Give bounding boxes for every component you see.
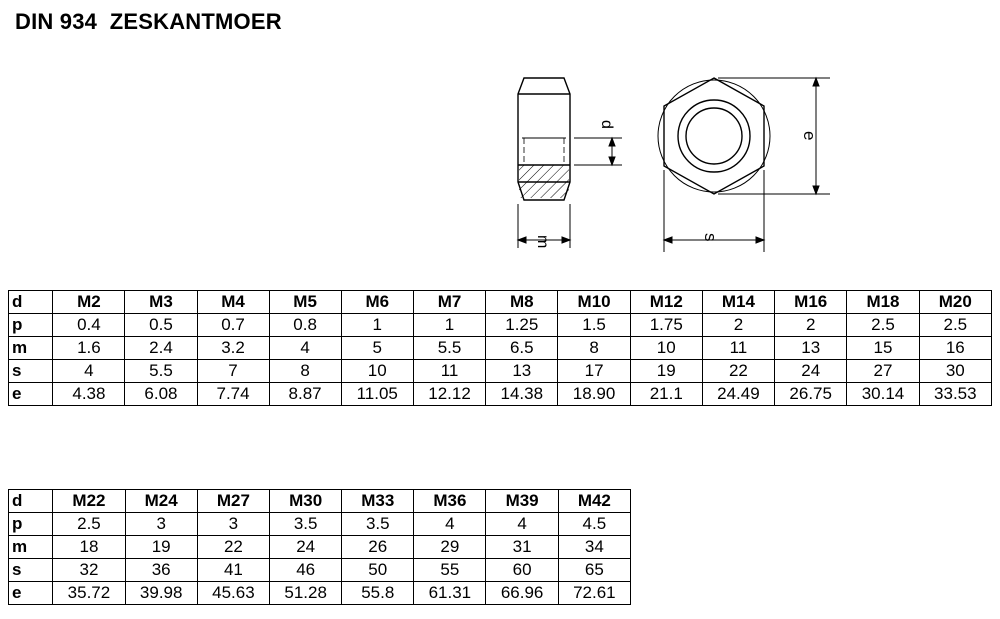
- table-cell: M2: [53, 291, 125, 314]
- table-cell: 8: [558, 337, 630, 360]
- nut-top-view: [658, 78, 770, 194]
- table-cell: 0.7: [197, 314, 269, 337]
- table-cell: 6.5: [486, 337, 558, 360]
- table-row: [9, 490, 631, 513]
- table-cell: 30: [919, 360, 991, 383]
- table-cell: 2.5: [919, 314, 991, 337]
- table-cell: 1.6: [53, 337, 125, 360]
- table-cell: 6.08: [125, 383, 197, 406]
- table-cell: 7.74: [197, 383, 269, 406]
- table-cell: M6: [341, 291, 413, 314]
- table-cell: 36: [125, 559, 197, 582]
- table-cell: 2.4: [125, 337, 197, 360]
- table-cell: 0.5: [125, 314, 197, 337]
- table-cell: 21.1: [630, 383, 702, 406]
- table-cell: 1.75: [630, 314, 702, 337]
- label-e: e: [800, 131, 819, 141]
- table-cell: 1: [413, 314, 485, 337]
- row-header: s: [9, 559, 53, 582]
- table-cell: 34: [558, 536, 630, 559]
- table-cell: 22: [702, 360, 774, 383]
- table-cell: 55: [414, 559, 486, 582]
- label-s: s: [701, 233, 720, 242]
- dimension-table-m2-m20: [8, 290, 992, 406]
- table-cell: M33: [342, 490, 414, 513]
- table-cell: M22: [53, 490, 125, 513]
- table-cell: M42: [558, 490, 630, 513]
- row-header: e: [9, 383, 53, 406]
- row-header: m: [9, 337, 53, 360]
- table-cell: 26: [342, 536, 414, 559]
- table-row: [9, 360, 992, 383]
- table-cell: M10: [558, 291, 630, 314]
- table-cell: M39: [486, 490, 558, 513]
- table-cell: 0.4: [53, 314, 125, 337]
- table-row: [9, 383, 992, 406]
- table-cell: 3: [197, 513, 269, 536]
- table-cell: 18.90: [558, 383, 630, 406]
- table-cell: 4: [269, 337, 341, 360]
- table-cell: M18: [847, 291, 919, 314]
- table-cell: 4.38: [53, 383, 125, 406]
- table-cell: M4: [197, 291, 269, 314]
- table-cell: 13: [775, 337, 847, 360]
- table-cell: 55.8: [342, 582, 414, 605]
- table-row: [9, 559, 631, 582]
- table-cell: 2.5: [847, 314, 919, 337]
- table-cell: 1: [341, 314, 413, 337]
- table-cell: 4: [53, 360, 125, 383]
- table-cell: 5.5: [413, 337, 485, 360]
- table-cell: 11: [702, 337, 774, 360]
- label-m: m: [534, 235, 551, 249]
- table-cell: 16: [919, 337, 991, 360]
- table-cell: 60: [486, 559, 558, 582]
- table-cell: 31: [486, 536, 558, 559]
- dimension-table-m22-m42: [8, 489, 631, 605]
- table-cell: 2.5: [53, 513, 125, 536]
- table-cell: 39.98: [125, 582, 197, 605]
- table-cell: 72.61: [558, 582, 630, 605]
- table-cell: 24: [775, 360, 847, 383]
- table-cell: 13: [486, 360, 558, 383]
- table-row: [9, 291, 992, 314]
- dimension-d: [574, 138, 622, 165]
- row-header: m: [9, 536, 53, 559]
- table-cell: M27: [197, 490, 269, 513]
- table-cell: 4: [414, 513, 486, 536]
- row-header: p: [9, 513, 53, 536]
- table-cell: 51.28: [270, 582, 342, 605]
- table-cell: 8.87: [269, 383, 341, 406]
- table-cell: 10: [341, 360, 413, 383]
- table-cell: M36: [414, 490, 486, 513]
- table-cell: 10: [630, 337, 702, 360]
- table-cell: 0.8: [269, 314, 341, 337]
- row-header: d: [9, 291, 53, 314]
- table-cell: 7: [197, 360, 269, 383]
- nut-side-view: [518, 78, 570, 200]
- table-cell: M20: [919, 291, 991, 314]
- table-cell: 5.5: [125, 360, 197, 383]
- label-d: d: [598, 120, 615, 129]
- table-cell: 3: [125, 513, 197, 536]
- table-cell: 3.5: [342, 513, 414, 536]
- table-cell: 17: [558, 360, 630, 383]
- table-cell: 24.49: [702, 383, 774, 406]
- table-cell: 15: [847, 337, 919, 360]
- table-row: [9, 536, 631, 559]
- table-cell: 61.31: [414, 582, 486, 605]
- table-cell: 19: [630, 360, 702, 383]
- table-cell: M7: [413, 291, 485, 314]
- row-header: d: [9, 490, 53, 513]
- table-row: [9, 337, 992, 360]
- table-cell: 4.5: [558, 513, 630, 536]
- table-cell: M5: [269, 291, 341, 314]
- table-cell: 14.38: [486, 383, 558, 406]
- table-cell: 32: [53, 559, 125, 582]
- table-row: [9, 513, 631, 536]
- page-title: DIN 934 ZESKANTMOER: [15, 9, 282, 34]
- table-cell: M14: [702, 291, 774, 314]
- table-cell: 45.63: [197, 582, 269, 605]
- table-cell: 11.05: [341, 383, 413, 406]
- table-cell: 12.12: [413, 383, 485, 406]
- table-cell: 22: [197, 536, 269, 559]
- table-cell: M3: [125, 291, 197, 314]
- table-cell: 65: [558, 559, 630, 582]
- table-cell: 2: [702, 314, 774, 337]
- row-header: e: [9, 582, 53, 605]
- table-cell: 11: [413, 360, 485, 383]
- table-cell: 5: [341, 337, 413, 360]
- table-cell: 1.25: [486, 314, 558, 337]
- table-cell: 1.5: [558, 314, 630, 337]
- table-cell: M8: [486, 291, 558, 314]
- table-cell: 35.72: [53, 582, 125, 605]
- table-cell: 41: [197, 559, 269, 582]
- table-cell: 4: [486, 513, 558, 536]
- table-cell: 8: [269, 360, 341, 383]
- table-cell: 3.5: [270, 513, 342, 536]
- table-cell: M16: [775, 291, 847, 314]
- table-row: [9, 582, 631, 605]
- table-cell: 29: [414, 536, 486, 559]
- table-cell: 3.2: [197, 337, 269, 360]
- table-cell: 24: [270, 536, 342, 559]
- table-cell: 27: [847, 360, 919, 383]
- table-cell: M30: [270, 490, 342, 513]
- row-header: p: [9, 314, 53, 337]
- table-cell: M24: [125, 490, 197, 513]
- table-cell: M12: [630, 291, 702, 314]
- row-header: s: [9, 360, 53, 383]
- table-row: [9, 314, 992, 337]
- table-cell: 2: [775, 314, 847, 337]
- table-cell: 30.14: [847, 383, 919, 406]
- table-cell: 19: [125, 536, 197, 559]
- table-cell: 33.53: [919, 383, 991, 406]
- table-cell: 46: [270, 559, 342, 582]
- table-cell: 18: [53, 536, 125, 559]
- table-cell: 50: [342, 559, 414, 582]
- hex-nut-drawing: [500, 70, 840, 260]
- table-cell: 66.96: [486, 582, 558, 605]
- table-cell: 26.75: [775, 383, 847, 406]
